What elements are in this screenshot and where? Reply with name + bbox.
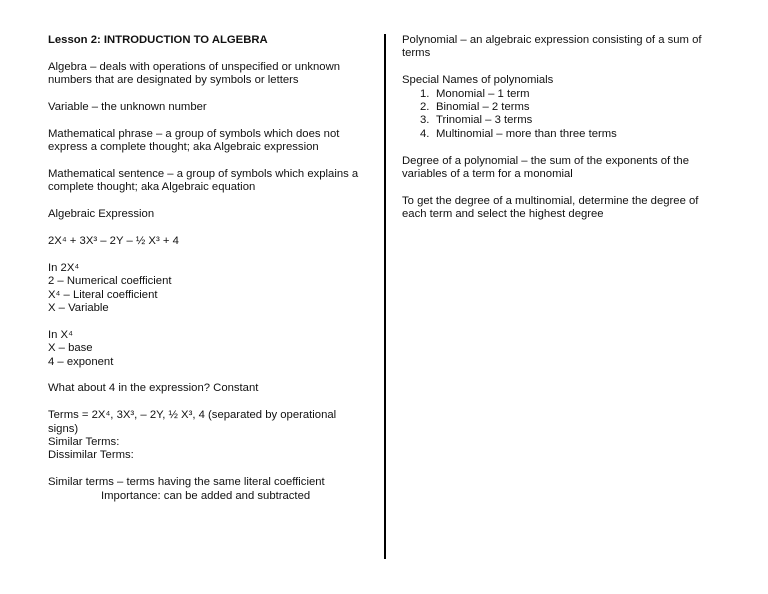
special-names-heading: Special Names of polynomials [402, 74, 554, 87]
list-item [402, 128, 720, 141]
list-number: 1. [420, 87, 430, 100]
list-item [402, 114, 720, 127]
list-text: Binomial – 2 terms [436, 101, 530, 114]
expression-heading: Algebraic Expression [48, 208, 155, 221]
degree-multinomial: To get the degree of a multinomial, determine the degree of each term and select the highest degree [402, 194, 699, 221]
similar-terms-label: Similar Terms: [48, 436, 120, 449]
special-names-list [402, 88, 720, 142]
importance-line: Importance: can be added and subtracted [101, 489, 311, 502]
numerical-coefficient-line: 2 – Numerical coefficient [48, 275, 172, 288]
similar-terms-definition: Similar terms – terms having the same literal coefficient [48, 476, 325, 489]
similar-terms-block [48, 476, 366, 503]
variable-line: X – Variable [48, 302, 109, 315]
list-text: Monomial – 1 term [436, 87, 530, 100]
list-number: 2. [420, 101, 430, 114]
algebraic-expression: 2X⁴ + 3X³ – 2Y – ½ X³ + 4 [48, 235, 179, 247]
list-item [402, 88, 720, 101]
in-x4-block [48, 329, 366, 369]
terms-line: Terms = 2X⁴, 3X³, – 2Y, ½ X³, 4 (separated by operational signs) [48, 409, 337, 435]
in-2x4-heading: In 2X⁴ [48, 261, 80, 274]
left-column [48, 34, 366, 516]
in-x4-heading: In X⁴ [48, 328, 73, 341]
list-text: Multinomial – more than three terms [436, 127, 617, 140]
list-text: Trinomial – 3 terms [436, 114, 533, 127]
in-2x4-block [48, 262, 366, 316]
phrase-definition: Mathematical phrase – a group of symbols which does not express a complete thought; aka Algebraic expression [48, 127, 340, 154]
constant-question: What about 4 in the expression? Constant [48, 382, 259, 395]
terms-block [48, 409, 366, 463]
exponent-line: 4 – exponent [48, 355, 114, 368]
algebra-definition: Algebra – deals with operations of unspecified or unknown numbers that are designated by symbols or letters [48, 60, 341, 87]
list-number: 4. [420, 127, 430, 140]
base-line: X – base [48, 342, 93, 355]
variable-definition: Variable – the unknown number [48, 101, 207, 113]
sentence-definition: Mathematical sentence – a group of symbols which explains a complete thought; aka Algebraic equation [48, 168, 359, 194]
lesson-title: Lesson 2: INTRODUCTION TO ALGEBRA [48, 34, 268, 46]
list-item [402, 101, 720, 114]
dissimilar-terms-label: Dissimilar Terms: [48, 449, 134, 462]
literal-coefficient-line: X⁴ – Literal coefficient [48, 288, 158, 301]
right-column [402, 34, 720, 235]
polynomial-definition: Polynomial – an algebraic expression consisting of a sum of terms [402, 34, 702, 60]
column-divider [384, 34, 386, 559]
degree-definition: Degree of a polynomial – the sum of the exponents of the variables of a term for a monomial [402, 154, 689, 181]
special-names-section [402, 74, 720, 141]
list-number: 3. [420, 114, 430, 127]
